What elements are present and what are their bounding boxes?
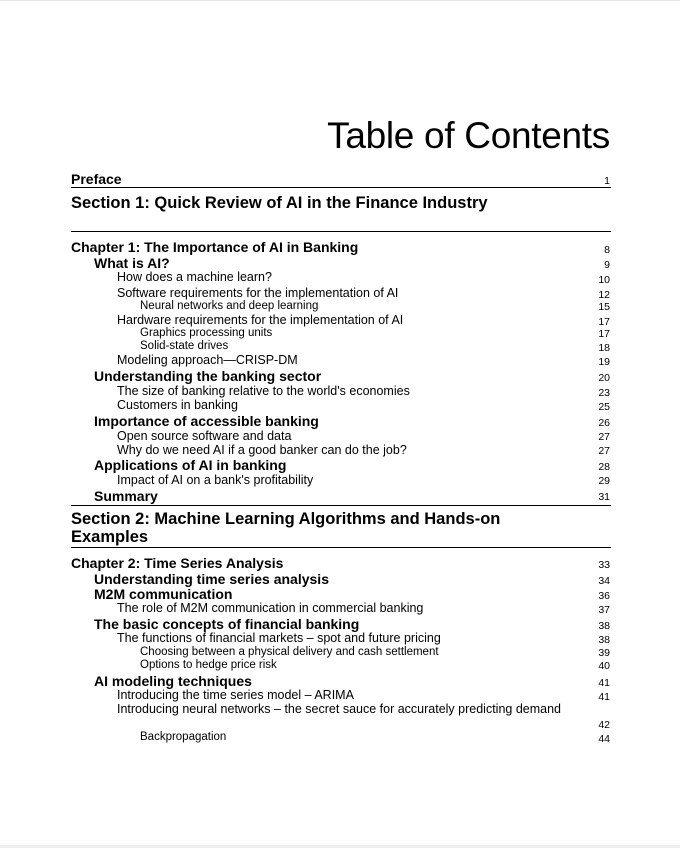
toc-entry-page: 12 — [598, 289, 610, 301]
toc-entry-page: 31 — [598, 491, 610, 503]
toc-entry-label: Solid-state drives — [140, 340, 229, 352]
toc-entry-minor[interactable] — [71, 731, 611, 747]
section-2-heading: Section 2: Machine Learning Algorithms and Hands-on Examples — [71, 510, 501, 546]
toc-entry-label: Chapter 1: The Importance of AI in Banking — [71, 239, 359, 255]
toc-entry-label: Impact of AI on a bank's profitability — [117, 473, 314, 487]
toc-entry-label: Importance of accessible banking — [94, 413, 319, 429]
toc-entry-label: How does a machine learn? — [117, 270, 272, 284]
toc-entry-label: Introducing the time series model – ARIMA — [117, 688, 354, 702]
toc-entry-subheading[interactable] — [71, 473, 611, 489]
section-divider — [71, 505, 611, 506]
toc-entry-page: 44 — [598, 733, 610, 745]
toc-entry-label: M2M communication — [94, 586, 233, 602]
toc-entry-heading[interactable] — [71, 616, 611, 632]
toc-entry-label: Choosing between a physical delivery and cash settlement — [140, 646, 439, 658]
toc-entry-page: 40 — [598, 660, 610, 672]
toc-entry-heading[interactable] — [71, 413, 611, 429]
toc-entry-page: 34 — [598, 575, 610, 587]
toc-entry-heading[interactable] — [71, 457, 611, 473]
toc-entry-page: 17 — [598, 328, 610, 340]
toc-entry-page: 23 — [598, 387, 610, 399]
toc-entry-page: 15 — [598, 301, 610, 313]
toc-entry-label: Applications of AI in banking — [94, 457, 287, 473]
toc-entry-label: Summary — [94, 488, 158, 504]
toc-entry-label: Open source software and data — [117, 429, 292, 443]
toc-entry-label: Why do we need AI if a good banker can do the job? — [117, 443, 407, 457]
toc-entry-label: Options to hedge price risk — [140, 659, 277, 671]
toc-entry-subheading[interactable] — [71, 631, 611, 647]
toc-entry-page: 1 — [604, 175, 610, 187]
toc-entry-page: 38 — [598, 620, 610, 632]
toc-entry-heading[interactable] — [71, 586, 611, 602]
toc-entry-chapter[interactable] — [71, 239, 611, 255]
toc-entry-subheading[interactable] — [71, 398, 611, 414]
toc-entry-page: 20 — [598, 372, 610, 384]
toc-entry-heading[interactable] — [71, 368, 611, 384]
toc-entry-chapter[interactable] — [71, 555, 611, 571]
toc-entry-label: The basic concepts of financial banking — [94, 616, 360, 632]
toc-entry-page: 10 — [598, 274, 610, 286]
toc-entry-page: 41 — [598, 677, 610, 689]
toc-entry-label: Graphics processing units — [140, 327, 273, 339]
toc-entry-label: The functions of financial markets – spot and future pricing — [117, 631, 441, 645]
toc-entry-page: 27 — [598, 445, 610, 457]
toc-entry-label: Modeling approach—CRISP-DM — [117, 353, 298, 367]
toc-entry-label: Hardware requirements for the implementation of AI — [117, 313, 404, 327]
toc-entry-page: 41 — [598, 691, 610, 703]
toc-entry-page: 38 — [598, 634, 610, 646]
toc-entry-label: Preface — [71, 171, 122, 187]
toc-entry-label: Customers in banking — [117, 398, 238, 412]
toc-entry-label: The role of M2M communication in commercial banking — [117, 601, 424, 615]
toc-entry-label: What is AI? — [94, 255, 170, 271]
page-title: Table of Contents — [327, 114, 610, 156]
toc-entry-label: Software requirements for the implementation of AI — [117, 286, 399, 300]
toc-entry-page: 36 — [598, 590, 610, 602]
toc-entry-label: Understanding time series analysis — [94, 571, 329, 587]
section-divider — [71, 547, 611, 548]
toc-entry-page: 9 — [604, 259, 610, 271]
toc-entry-preface[interactable] — [71, 171, 611, 187]
toc-entry-label: Chapter 2: Time Series Analysis — [71, 555, 284, 571]
toc-entry-label: Understanding the banking sector — [94, 368, 322, 384]
table-of-contents — [71, 0, 611, 848]
toc-entry-page: 8 — [604, 244, 610, 256]
toc-entry-heading[interactable] — [71, 571, 611, 587]
toc-entry-heading[interactable] — [71, 255, 611, 271]
toc-entry-label: Neural networks and deep learning — [140, 300, 319, 312]
toc-entry-label: AI modeling techniques — [94, 673, 252, 689]
toc-entry-heading[interactable] — [71, 673, 611, 689]
toc-entry-label: The size of banking relative to the world's economies — [117, 384, 410, 398]
toc-entry-page: 26 — [598, 417, 610, 429]
toc-entry-subheading[interactable] — [71, 270, 611, 286]
section-1-heading: Section 1: Quick Review of AI in the Finance Industry — [71, 194, 488, 212]
section-divider — [71, 187, 611, 188]
toc-entry-subheading[interactable] — [71, 601, 611, 617]
toc-entry-page: 33 — [598, 559, 610, 571]
toc-entry-subheading[interactable] — [71, 353, 611, 369]
toc-entry-subheading[interactable] — [71, 702, 611, 732]
toc-entry-label: Backpropagation — [140, 731, 227, 743]
toc-entry-page: 19 — [598, 356, 610, 368]
toc-entry-page: 39 — [598, 647, 610, 659]
toc-entry-page: 29 — [598, 475, 610, 487]
toc-entry-page: 42 — [598, 719, 610, 731]
toc-entry-page: 37 — [598, 604, 610, 616]
toc-entry-heading[interactable] — [71, 488, 611, 504]
toc-entry-page: 18 — [598, 342, 610, 354]
toc-entry-page: 27 — [598, 431, 610, 443]
section-divider — [71, 231, 611, 232]
toc-entry-page: 25 — [598, 401, 610, 413]
toc-entry-page: 17 — [598, 316, 610, 328]
toc-entry-label: Introducing neural networks – the secret sauce for accurately predicting demand — [117, 702, 561, 716]
toc-entry-page: 28 — [598, 461, 610, 473]
